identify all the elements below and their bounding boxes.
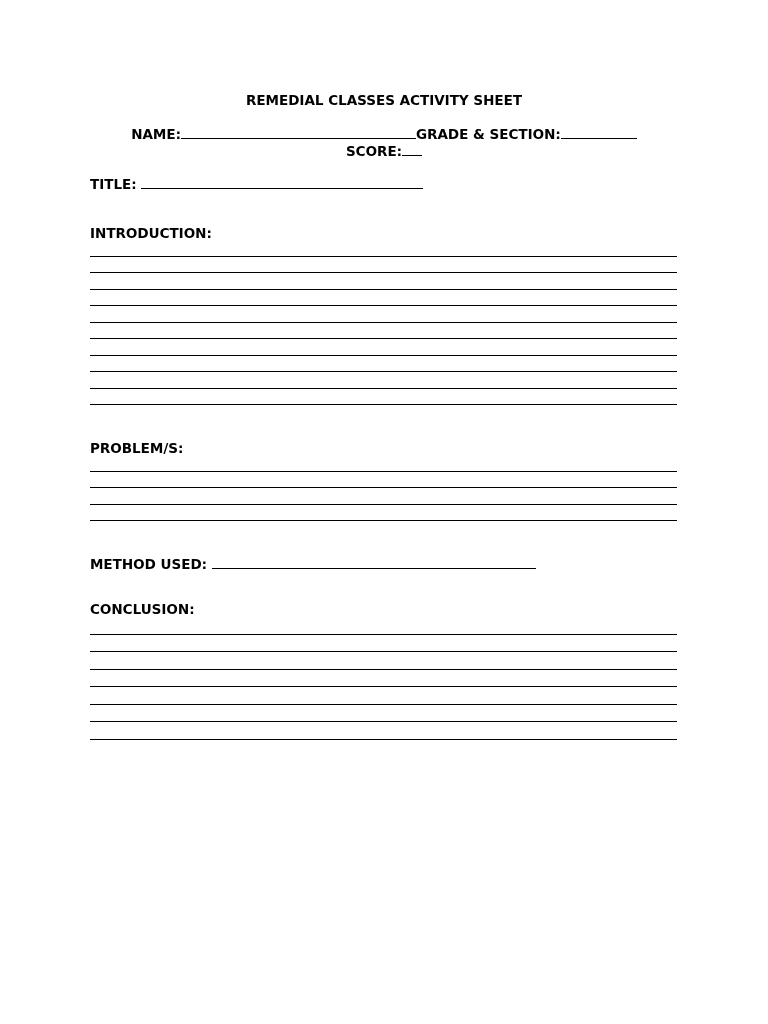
introduction-line[interactable] — [90, 322, 677, 323]
problem-line[interactable] — [90, 487, 677, 488]
grade-section-field[interactable] — [561, 126, 637, 139]
method-label: METHOD USED: — [90, 557, 208, 573]
name-field[interactable] — [181, 126, 416, 139]
conclusion-line[interactable] — [90, 739, 677, 740]
grade-section-label: GRADE & SECTION: — [416, 127, 561, 143]
title-label: TITLE: — [90, 177, 137, 193]
problem-line[interactable] — [90, 504, 677, 505]
method-field[interactable] — [212, 556, 536, 569]
conclusion-line[interactable] — [90, 651, 677, 652]
name-grade-row — [0, 126, 768, 143]
score-row — [0, 143, 768, 160]
conclusion-line[interactable] — [90, 669, 677, 670]
conclusion-line[interactable] — [90, 721, 677, 722]
introduction-line[interactable] — [90, 388, 677, 389]
conclusion-line[interactable] — [90, 686, 677, 687]
introduction-heading: INTRODUCTION: — [90, 226, 212, 242]
introduction-line[interactable] — [90, 355, 677, 356]
problem-line[interactable] — [90, 471, 677, 472]
method-row — [90, 556, 536, 573]
conclusion-line[interactable] — [90, 634, 677, 635]
introduction-line[interactable] — [90, 289, 677, 290]
problems-heading: PROBLEM/S: — [90, 441, 184, 457]
name-label: NAME: — [131, 127, 181, 143]
introduction-line[interactable] — [90, 256, 677, 257]
score-field[interactable] — [402, 143, 422, 156]
score-label: SCORE: — [345, 144, 403, 160]
sheet-title: REMEDIAL CLASSES ACTIVITY SHEET — [245, 93, 523, 109]
title-field[interactable] — [141, 176, 423, 189]
title-row — [90, 176, 423, 193]
introduction-line[interactable] — [90, 404, 677, 405]
introduction-line[interactable] — [90, 338, 677, 339]
introduction-line[interactable] — [90, 305, 677, 306]
conclusion-line[interactable] — [90, 704, 677, 705]
conclusion-heading: CONCLUSION: — [90, 602, 195, 618]
problem-line[interactable] — [90, 520, 677, 521]
introduction-line[interactable] — [90, 272, 677, 273]
introduction-line[interactable] — [90, 371, 677, 372]
